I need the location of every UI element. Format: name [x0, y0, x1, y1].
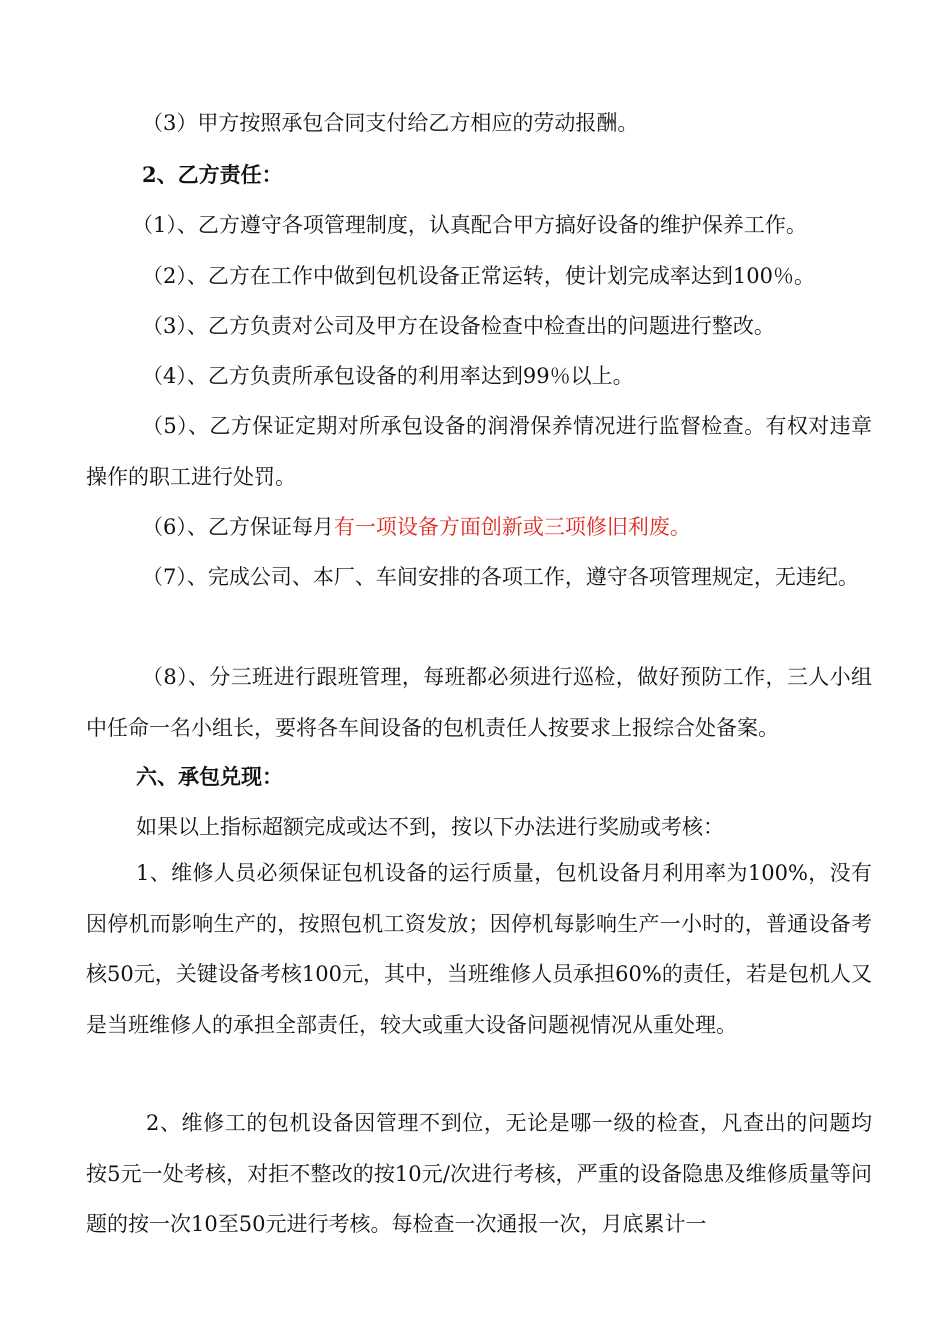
paragraph-party-b-4: （4）、乙方负责所承包设备的利用率达到99％以上。: [142, 364, 634, 388]
paragraph-rule-1: 1、维修人员必须保证包机设备的运行质量，包机设备月利用率为100%，没有因停机而影响生产的，按照包机工资发放；因停机每影响生产一小时的，普通设备考核50元，关键设备考核100元，其中，当班维修人员承担60%的责任，若是包机人又是当班维修人的承担全部责任，较大或重大设备问题视情况从重处理。: [86, 861, 872, 1037]
highlighted-requirement: 有一项设备方面创新或三项修旧利废。: [333, 515, 691, 539]
paragraph-party-b-2: （2）、乙方在工作中做到包机设备正常运转，使计划完成率达到100％。: [142, 264, 815, 288]
paragraph-party-b-6-text: （6）、乙方保证每月: [142, 515, 334, 539]
heading-party-b-duties: 2、乙方责任：: [142, 162, 283, 187]
paragraph-intro-assessment: 如果以上指标超额完成或达不到，按以下办法进行奖励或考核：: [136, 815, 724, 839]
paragraph-party-b-1: （1）、乙方遵守各项管理制度，认真配合甲方搞好设备的维护保养工作。: [132, 213, 807, 237]
paragraph-party-b-6: [86, 502, 872, 553]
paragraph-party-b-7: （7）、完成公司、本厂、车间安排的各项工作，遵守各项管理规定，无违纪。: [142, 565, 859, 589]
heading-contract-fulfillment: 六、承包兑现：: [136, 764, 283, 789]
paragraph-rule-2: 2、维修工的包机设备因管理不到位，无论是哪一级的检查，凡查出的问题均按5元一处考核，对拒不整改的按10元/次进行考核，严重的设备隐患及维修质量等问题的按一次10至50元进行考核。每检查一次通报一次，月底累计一: [86, 1111, 872, 1236]
paragraph-party-b-3: （3）、乙方负责对公司及甲方在设备检查中检查出的问题进行整改。: [142, 314, 775, 338]
paragraph-party-a-3: （3）甲方按照承包合同支付给乙方相应的劳动报酬。: [142, 111, 639, 135]
paragraph-party-b-5: （5）、乙方保证定期对所承包设备的润滑保养情况进行监督检查。有权对违章操作的职工进行处罚。: [86, 414, 872, 489]
paragraph-party-b-8: （8）、分三班进行跟班管理，每班都必须进行巡检，做好预防工作，三人小组中任命一名小组长，要将各车间设备的包机责任人按要求上报综合处备案。: [86, 665, 872, 740]
